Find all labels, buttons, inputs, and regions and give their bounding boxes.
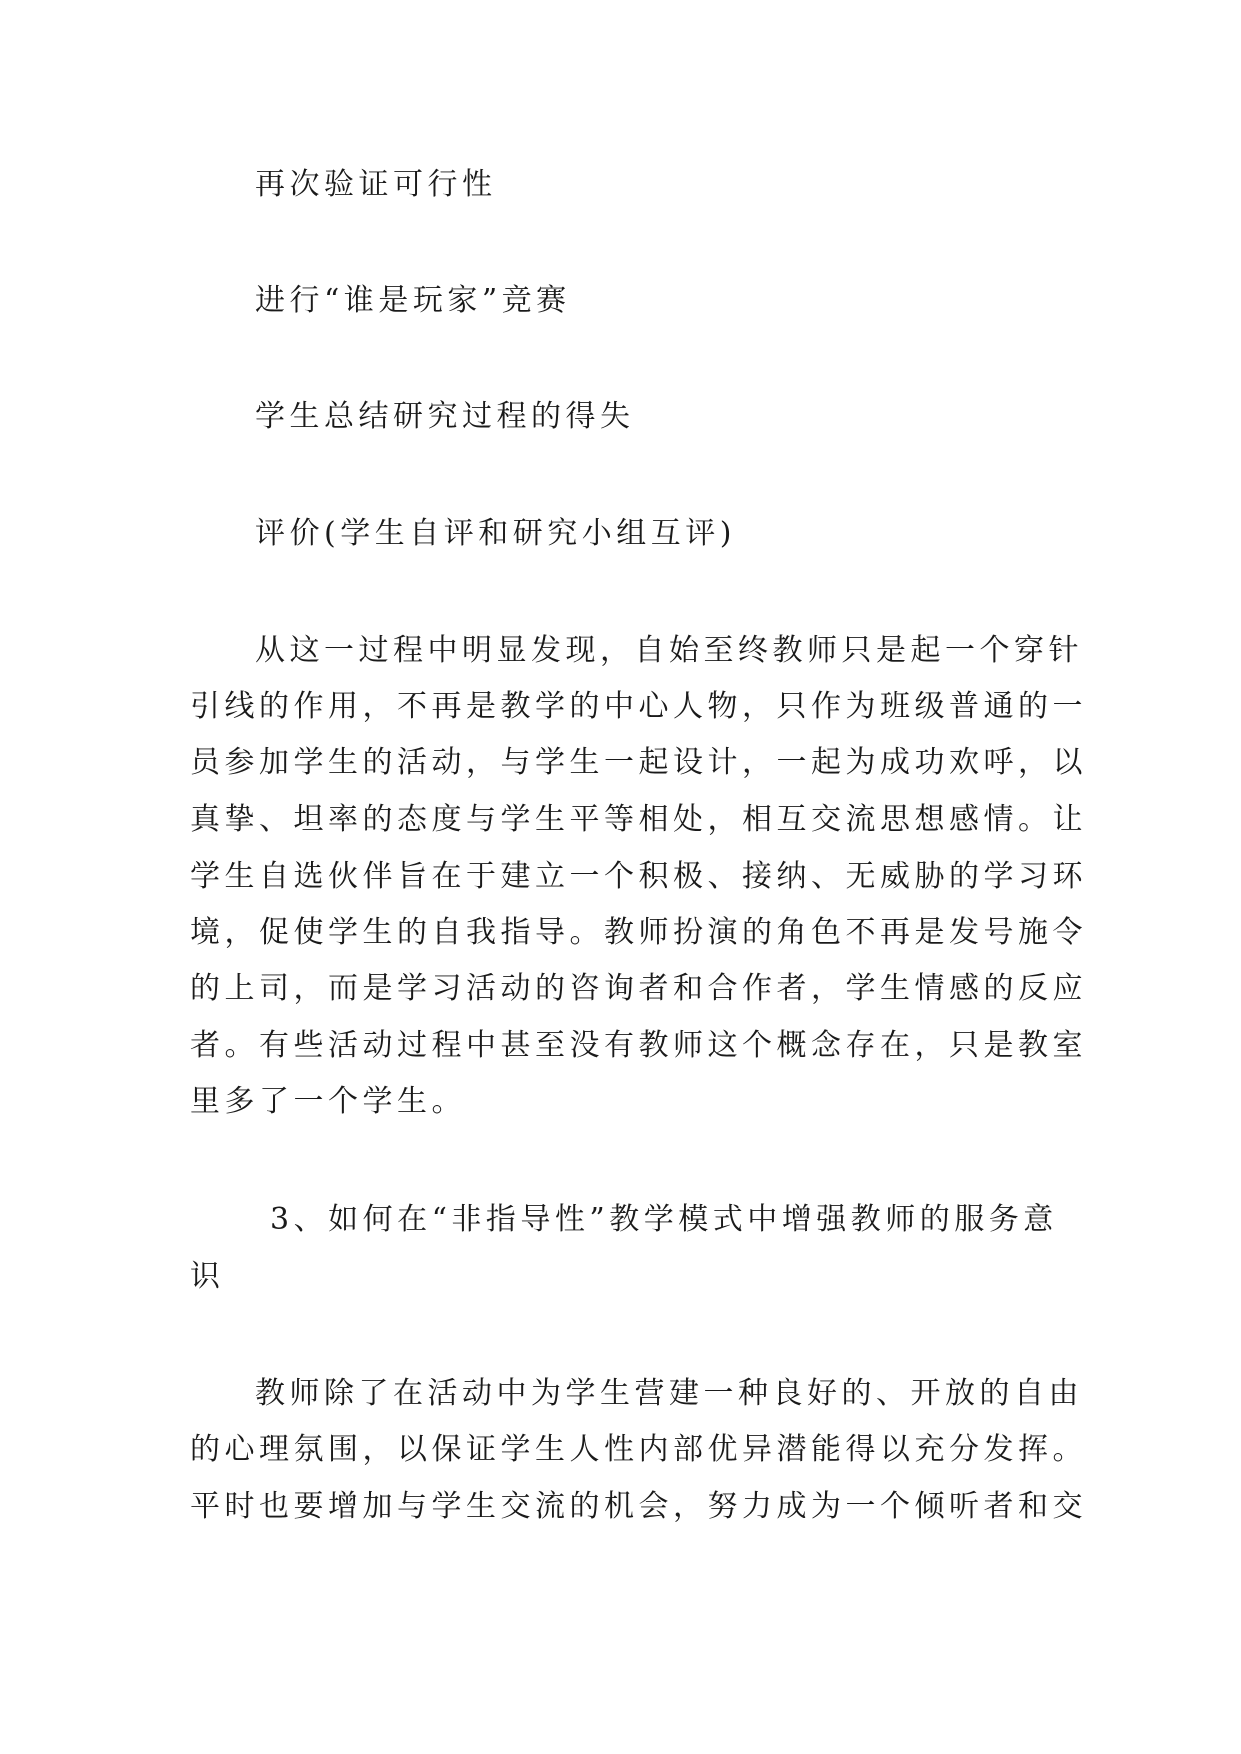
paragraph-line: 员参加学生的活动，与学生一起设计，一起为成功欢呼，以 — [190, 745, 1087, 780]
paragraph-line: 真挚、坦率的态度与学生平等相处，相互交流思想感情。让 — [190, 802, 1087, 837]
paragraph-line: 从这一过程中明显发现，自始至终教师只是起一个穿针 — [255, 633, 1083, 668]
paragraph-line: 的上司，而是学习活动的咨询者和合作者，学生情感的反应 — [190, 971, 1087, 1006]
paragraph-line: 引线的作用，不再是教学的中心人物，只作为班级普通的一 — [190, 689, 1087, 724]
paragraph-line: 平时也要增加与学生交流的机会，努力成为一个倾听者和交 — [190, 1489, 1087, 1524]
paragraph-line: 的心理氛围，以保证学生人性内部优异潜能得以充分发挥。 — [190, 1432, 1087, 1467]
paragraph-line: 里多了一个学生。 — [190, 1084, 466, 1119]
step-item: 学生总结研究过程的得失 — [255, 399, 635, 434]
step-item: 评价(学生自评和研究小组互评) — [255, 516, 736, 551]
paragraph-line: 境，促使学生的自我指导。教师扮演的角色不再是发号施令 — [190, 915, 1087, 950]
paragraph-line: 学生自选伙伴旨在于建立一个积极、接纳、无威胁的学习环 — [190, 859, 1087, 894]
heading-line: 识 — [190, 1259, 225, 1294]
step-item: 进行“谁是玩家”竞赛 — [255, 283, 571, 318]
heading-line: 3、如何在“非指导性”教学模式中增强教师的服务意 — [270, 1202, 1058, 1237]
step-item: 再次验证可行性 — [255, 167, 497, 202]
paragraph-line: 者。有些活动过程中甚至没有教师这个概念存在，只是教室 — [190, 1028, 1087, 1063]
paragraph-line: 教师除了在活动中为学生营建一种良好的、开放的自由 — [255, 1376, 1083, 1411]
